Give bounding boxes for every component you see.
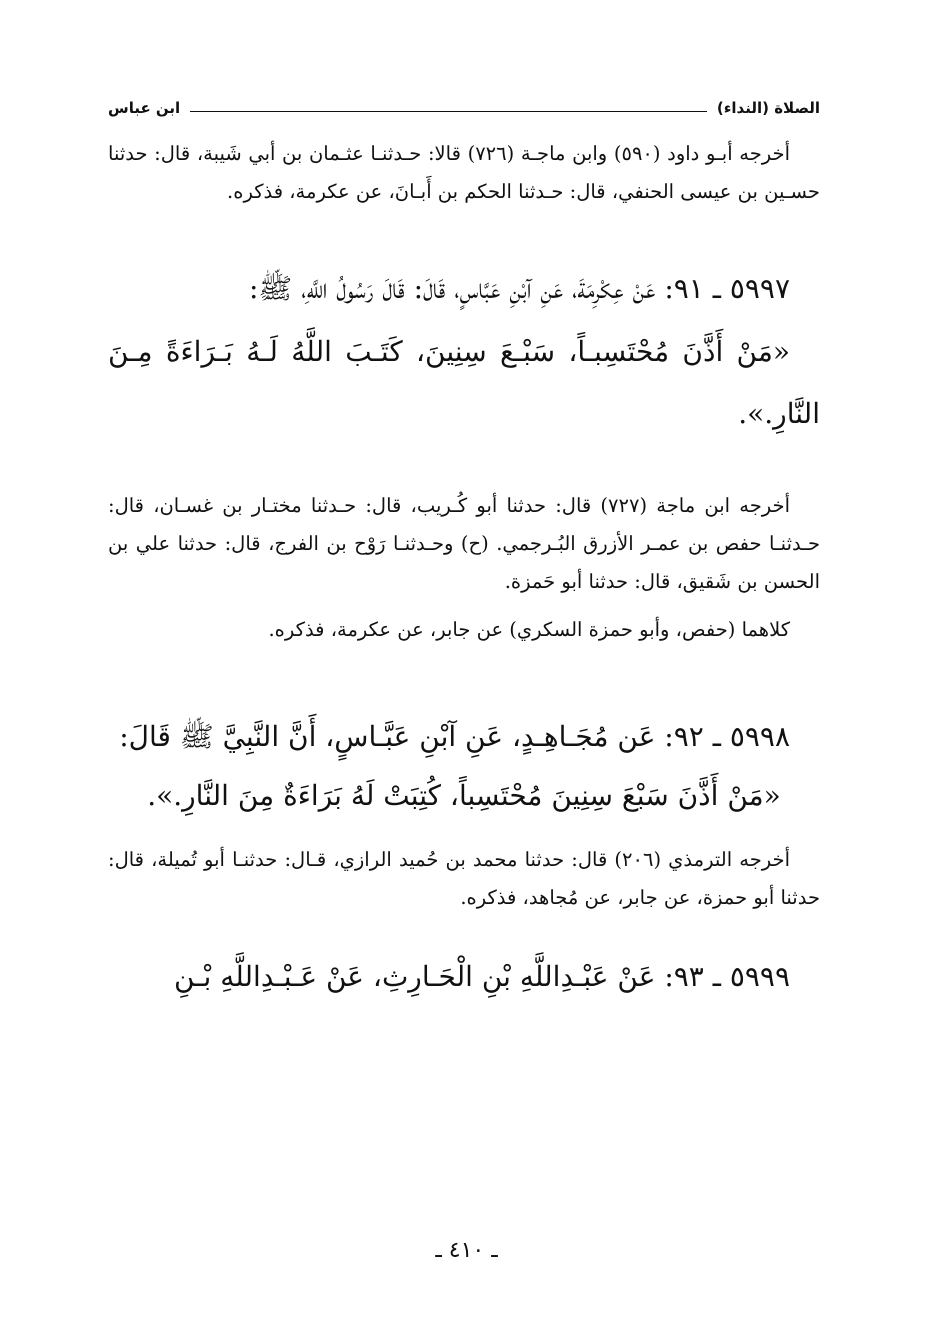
hadith-heading: ٥٩٩٩ ـ ٩٣: عَنْ عَبْـدِاللَّهِ بْنِ الْحَـارِثِ، عَنْ عَـبْـدِاللَّهِ بْـنِ xyxy=(174,960,790,993)
takhrij-paragraph: أخرجه أبـو داود (٥٩٠) وابن ماجـة (٧٢٦) قالا: حـدثنـا عثـمان بن أبي شَيبة، قال: حدثنا حسـين بن عيسى الحنفي، قال: حـدثنا الحكم بن أَبـانَ، عن عكرمة، فذكره. xyxy=(108,142,820,203)
page xyxy=(108,95,820,1003)
hadith-5999-block xyxy=(108,951,820,1003)
chapter-title: ابن عباس xyxy=(108,99,181,117)
takhrij-paragraph: أخرجه ابن ماجة (٧٢٧) قال: حدثنا أبو كُـريب، قال: حـدثنا مختـار بن غسـان، قال: حـدثنـا حفص بن عمـر الأزرق البُـرجمي. (ح) وحـدثنـا رَوْح بن الفرج، قال: حدثنا علي بن الحسن بن شَقيق، قال: حدثنا أبو حَمزة. xyxy=(108,494,820,593)
takhrij-summary: كلاهما (حفص، وأبو حمزة السكري) عن جابر، عن عكرمة، فذكره. xyxy=(268,618,790,641)
running-header xyxy=(108,95,820,121)
page-number: ـ ٤١٠ ـ xyxy=(435,1238,498,1263)
hadith-text: «مَنْ أَذَّنَ سَبْعَ سِنِينَ مُحْتَسِباً، كُتِبَتْ لَهُ بَرَاءَةٌ مِنَ النَّارِ.». xyxy=(147,779,781,812)
header-rule xyxy=(190,111,707,112)
takhrij-5996-block xyxy=(108,135,820,211)
hadith-5998-block xyxy=(108,711,820,827)
hadith-text: «مَنْ أَذَّنَ مُحْتَسِبـاً، سَبْـعَ سِنِينَ، كَتَـبَ اللَّهُ لَـهُ بَـرَاءَةً مِـنَ النَّارِ.». xyxy=(108,335,820,430)
takhrij-paragraph: أخرجه الترمذي (٢٠٦) قال: حدثنا محمد بن حُميد الرازي، قـال: حدثنـا أبو تُميلة، قال: حدثنا أبو حمزة، عن جابر، عن مُجاهد، فذكره. xyxy=(108,848,820,909)
section-title: الصلاة (النداء) xyxy=(716,99,820,117)
takhrij-5998-block xyxy=(108,841,820,917)
hadith-heading: ٥٩٩٧ ـ ٩١: عَنْ عِكْرِمَةَ، عَنِ آبْنِ عَبَّاسٍ، قَالَ: قَالَ رَسُولُ اللَّهِ، ﷺ: xyxy=(248,272,790,305)
takhrij-5997-block xyxy=(108,487,820,649)
hadith-5997-block xyxy=(108,263,820,445)
hadith-heading: ٥٩٩٨ ـ ٩٢: عَن مُجَـاهِـدٍ، عَنِ آبْنِ عَبَّـاسٍ، أَنَّ النَّبِيَّ ﷺ قَالَ: xyxy=(119,720,790,753)
